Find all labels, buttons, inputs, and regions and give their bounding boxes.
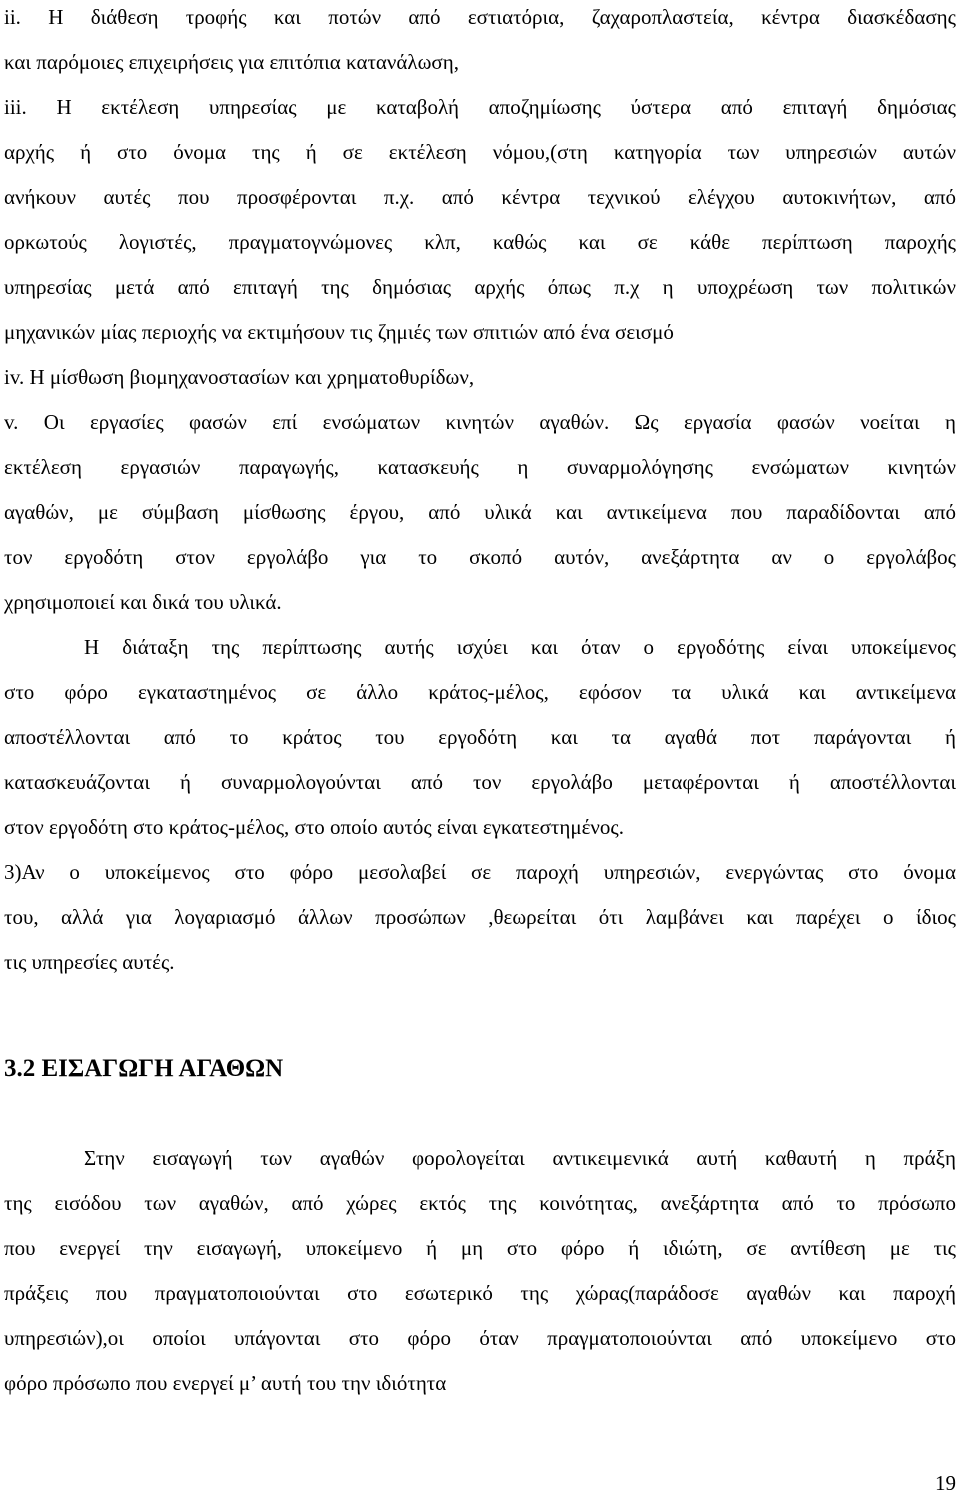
text-line: αποστέλλονται από το κράτος του εργοδότη και τα αγαθά ποτ παράγονται ή xyxy=(4,725,956,749)
paragraph-first-line: Στην εισαγωγή των αγαθών φορολογείται αντικειμενικά αυτή καθαυτή η πράξη xyxy=(84,1146,956,1170)
text-line: ορκωτούς λογιστές, πραγματογνώμονες κλπ, καθώς και σε κάθε περίπτωση παροχής xyxy=(4,230,956,254)
page-number: 19 xyxy=(935,1471,956,1495)
section-heading: 3.2 ΕΙΣΑΓΩΓΗ ΑΓΑΘΩΝ xyxy=(4,1055,284,1082)
text-line: 3)Αν ο υποκείμενος στο φόρο μεσολαβεί σε παροχή υπηρεσιών, ενεργώντας στο όνομα xyxy=(4,860,956,884)
text-line: στον εργοδότη στο κράτος-μέλος, στο οποίο αυτός είναι εγκατεστημένος. xyxy=(4,815,624,839)
text-line: τις υπηρεσίες αυτές. xyxy=(4,950,175,974)
text-line: εκτέλεση εργασιών παραγωγής, κατασκευής η συναρμολόγησης ενσώματων κινητών xyxy=(4,455,956,479)
text-line: αγαθών, με σύμβαση μίσθωσης έργου, από υλικά και αντικείμενα που παραδίδονται από xyxy=(4,500,956,524)
text-line: στο φόρο εγκαταστημένος σε άλλο κράτος-μέλος, εφόσον τα υλικά και αντικείμενα xyxy=(4,680,956,704)
text-line: ii. Η διάθεση τροφής και ποτών από εστιατόρια, ζαχαροπλαστεία, κέντρα διασκέδασης xyxy=(4,5,956,29)
text-line: υπηρεσίας μετά από επιταγή της δημόσιας αρχής όπως π.χ η υποχρέωση των πολιτικών xyxy=(4,275,956,299)
text-line: κατασκευάζονται ή συναρμολογούνται από τον εργολάβο μεταφέρονται ή αποστέλλονται xyxy=(4,770,956,794)
text-line: v. Οι εργασίες φασών επί ενσώματων κινητών αγαθών. Ως εργασία φασών νοείται η xyxy=(4,410,956,434)
text-line: που ενεργεί την εισαγωγή, υποκείμενο ή μη στο φόρο ή ιδιώτη, σε αντίθεση με τις xyxy=(4,1236,956,1260)
text-line: ανήκουν αυτές που προσφέρονται π.χ. από κέντρα τεχνικού ελέγχου αυτοκινήτων, από xyxy=(4,185,956,209)
text-line: του, αλλά για λογαριασμό άλλων προσώπων ,θεωρείται ότι λαμβάνει και παρέχει ο ίδιος xyxy=(4,905,956,929)
text-line: χρησιμοποιεί και δικά του υλικά. xyxy=(4,590,282,614)
text-line: της εισόδου των αγαθών, από χώρες εκτός της κοινότητας, ανεξάρτητα από το πρόσωπο xyxy=(4,1191,956,1215)
text-line: πράξεις που πραγματοποιούνται στο εσωτερικό της χώρας(παράδοσε αγαθών και παροχή xyxy=(4,1281,956,1305)
text-line: iv. Η μίσθωση βιομηχανοστασίων και χρηματοθυρίδων, xyxy=(4,365,475,389)
text-line: φόρο πρόσωπο που ενεργεί μ’ αυτή του την ιδιότητα xyxy=(4,1371,447,1395)
text-line: iii. Η εκτέλεση υπηρεσίας με καταβολή αποζημίωσης ύστερα από επιταγή δημόσιας xyxy=(4,95,956,119)
text-line: τον εργοδότη στον εργολάβο για το σκοπό αυτόν, ανεξάρτητα αν ο εργολάβος xyxy=(4,545,956,569)
text-line: και παρόμοιες επιχειρήσεις για επιτόπια κατανάλωση, xyxy=(4,50,459,74)
text-line: υπηρεσιών),οι οποίοι υπάγονται στο φόρο όταν πραγματοποιούνται από υποκείμενο στο xyxy=(4,1326,956,1350)
text-line: αρχής ή στο όνομα της ή σε εκτέλεση νόμου,(στη κατηγορία των υπηρεσιών αυτών xyxy=(4,140,956,164)
text-line: μηχανικών μίας περιοχής να εκτιμήσουν τις ζημιές των σπιτιών από ένα σεισμό xyxy=(4,320,674,344)
paragraph-first-line: Η διάταξη της περίπτωσης αυτής ισχύει και όταν ο εργοδότης είναι υποκείμενος xyxy=(84,635,956,659)
